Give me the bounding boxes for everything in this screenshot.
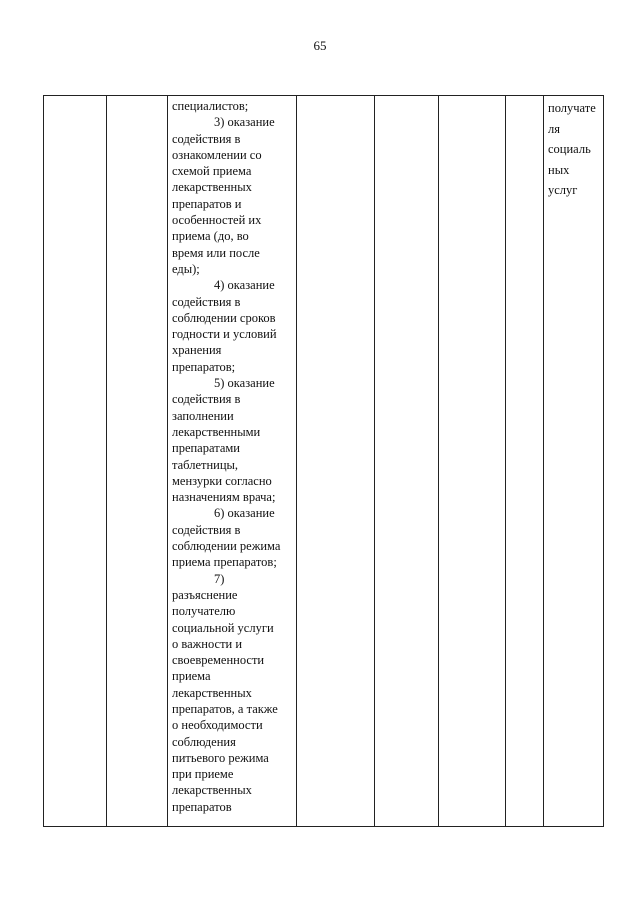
- description-line: соблюдении сроков: [172, 310, 276, 325]
- description-line: социальной услуги: [172, 620, 274, 635]
- description-line: разъяснение: [172, 587, 238, 602]
- description-line: соблюдении режима: [172, 539, 281, 554]
- table-cell-service-name: [107, 96, 168, 827]
- description-line: хранения: [172, 343, 222, 358]
- description-line: схемой приема: [172, 164, 252, 179]
- description-line: лекарственных: [172, 783, 252, 798]
- description-line: 4) оказание: [214, 278, 275, 293]
- description-line: время или после: [172, 245, 260, 260]
- table-cell-empty-1: [297, 96, 375, 827]
- description-line: препаратов: [172, 799, 232, 814]
- recipient-line: ных: [548, 162, 570, 177]
- description-line: о важности и: [172, 636, 243, 651]
- description-line: еды);: [172, 261, 200, 276]
- recipient-text: [544, 96, 603, 201]
- description-line: таблетницы,: [172, 457, 239, 472]
- description-line: лекарственных: [172, 180, 252, 195]
- description-line: содействия в: [172, 392, 241, 407]
- description-line: препаратов и: [172, 196, 242, 211]
- table-row: [44, 96, 604, 827]
- service-description: [168, 96, 296, 815]
- services-table: [43, 95, 604, 827]
- description-line: препаратов;: [172, 359, 236, 374]
- description-line: препаратами: [172, 441, 240, 456]
- description-line: 5) оказание: [214, 376, 275, 391]
- description-line: лекарственных: [172, 685, 252, 700]
- description-line: питьевого режима: [172, 750, 269, 765]
- description-line: содействия в: [172, 131, 241, 146]
- table-cell-empty-4: [506, 96, 544, 827]
- table-cell-empty-2: [375, 96, 439, 827]
- description-line: соблюдения: [172, 734, 236, 749]
- description-line: получателю: [172, 604, 236, 619]
- recipient-line: получате: [548, 101, 596, 115]
- description-line: приема: [172, 669, 211, 684]
- recipient-line: социаль: [548, 142, 591, 156]
- table-cell-number: [44, 96, 107, 827]
- description-line: препаратов, а также: [172, 701, 278, 716]
- table-cell-service-description: [168, 96, 297, 827]
- description-line: лекарственными: [172, 424, 261, 439]
- description-line: особенностей их: [172, 213, 262, 228]
- description-line: 3) оказание: [214, 115, 275, 130]
- description-line: приема препаратов;: [172, 555, 277, 570]
- description-line: 6) оказание: [214, 506, 275, 521]
- description-line: специалистов;: [172, 99, 249, 113]
- description-line: содействия в: [172, 522, 241, 537]
- description-line: приема (до, во: [172, 229, 249, 244]
- table-cell-recipient: [544, 96, 604, 827]
- description-line: годности и условий: [172, 327, 277, 342]
- description-line: мензурки согласно: [172, 473, 272, 488]
- description-line: при приеме: [172, 767, 234, 782]
- table-cell-empty-3: [439, 96, 506, 827]
- description-line: содействия в: [172, 294, 241, 309]
- description-line: своевременности: [172, 653, 265, 668]
- description-line: о необходимости: [172, 718, 263, 733]
- recipient-line: услуг: [548, 183, 578, 197]
- description-line: 7): [214, 571, 225, 586]
- description-line: ознакомлении со: [172, 147, 262, 162]
- page-number: 65: [313, 38, 327, 53]
- description-line: назначениям врача;: [172, 490, 276, 505]
- description-line: заполнении: [172, 408, 234, 423]
- recipient-line: ля: [548, 121, 560, 136]
